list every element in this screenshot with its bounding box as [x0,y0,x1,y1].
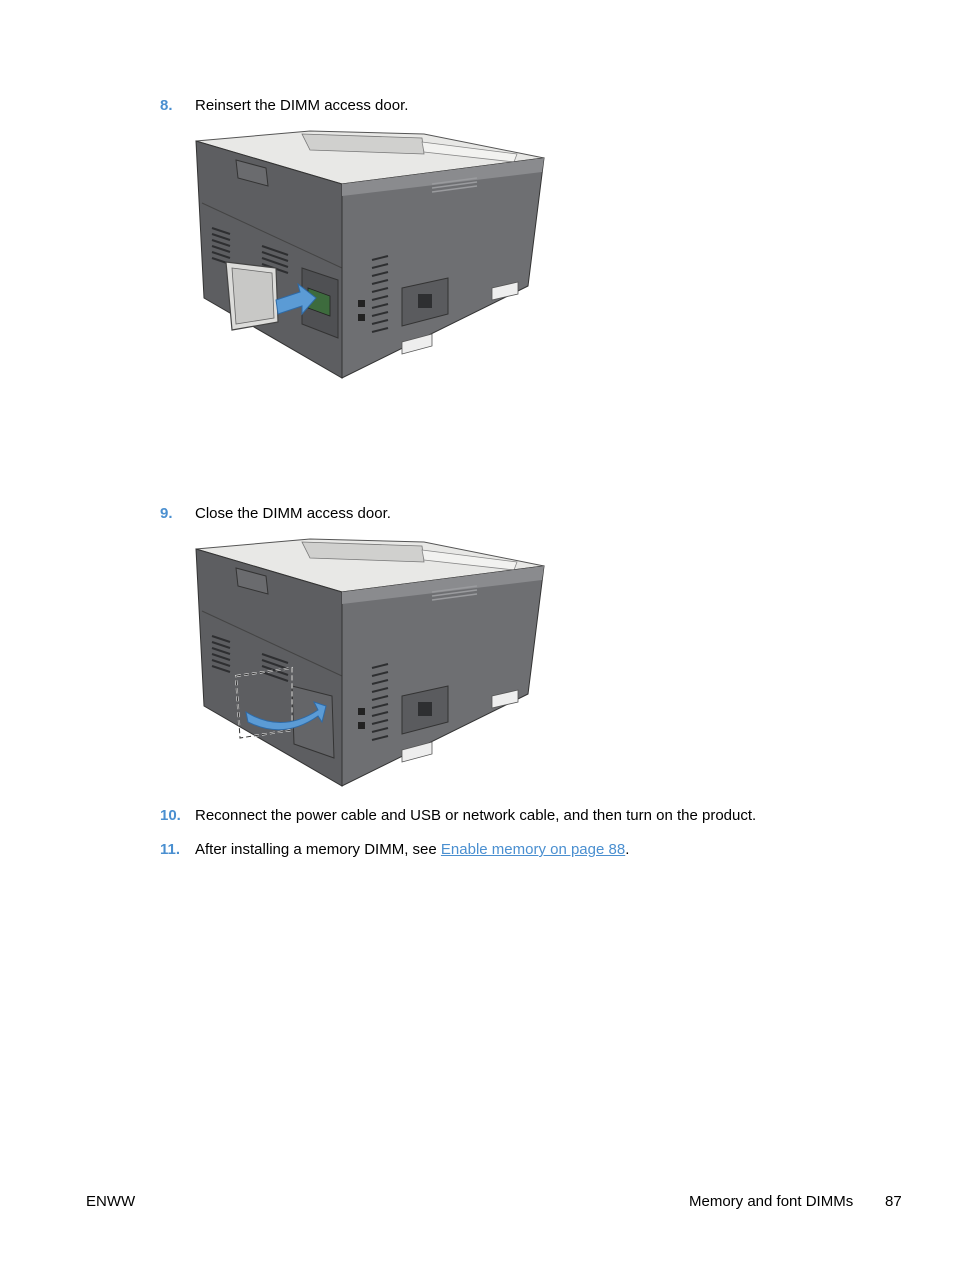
printer-rear-dimm-door-closing-illustration [192,536,548,792]
step-number: 10. [160,807,181,824]
step-text: Reconnect the power cable and USB or network cable, and then turn on the product. [195,807,757,824]
footer-section-title: Memory and font DIMMs [689,1193,854,1210]
step-8 [160,97,408,115]
step-text: Close the DIMM access door. [195,505,391,522]
step-text-after: . [625,841,630,858]
printer-rear-dimm-door-open-illustration [192,128,548,384]
step-9 [160,505,391,523]
step-11 [160,841,629,859]
footer-left: ENWW [86,1193,136,1210]
step-10 [160,807,756,825]
enable-memory-link[interactable]: Enable memory on page 88 [440,841,626,858]
step-number: 8. [160,97,173,114]
step-number: 9. [160,505,173,522]
step-number: 11. [160,841,181,858]
page-number: 87 [885,1193,902,1210]
step-text-before: After installing a memory DIMM, see [195,841,441,858]
step-text: Reinsert the DIMM access door. [195,97,409,114]
